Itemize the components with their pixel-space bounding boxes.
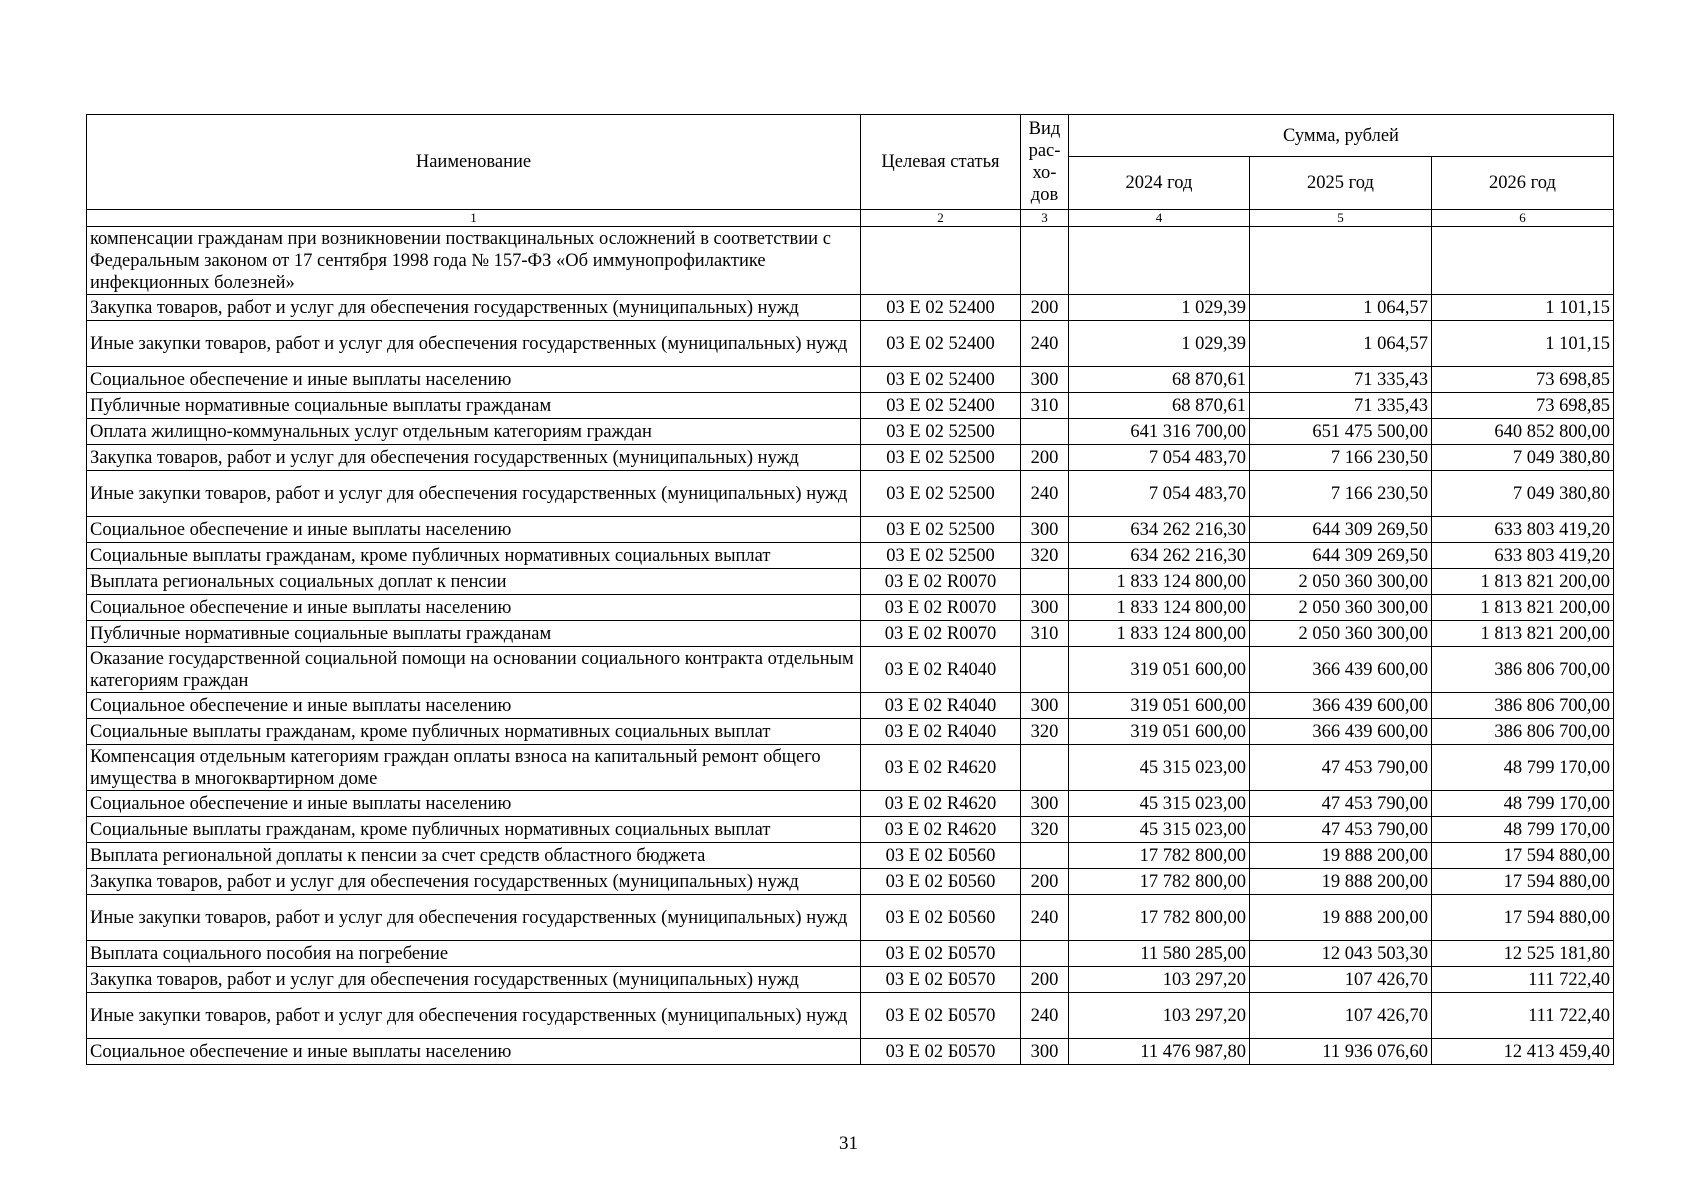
table-row [87, 647, 1614, 693]
table-row [87, 471, 1614, 517]
row-expense-type-cell: 200 [1021, 967, 1069, 993]
row-target-article-cell: 03 Е 02 52400 [861, 295, 1021, 321]
row-amount-2026-cell: 1 813 821 200,00 [1432, 569, 1614, 595]
column-number: 4 [1069, 210, 1250, 227]
row-amount-2025-cell: 1 064,57 [1250, 295, 1432, 321]
row-name-cell: Социальное обеспечение и иные выплаты населению [87, 595, 861, 621]
table-row [87, 895, 1614, 941]
row-amount-2024-cell: 103 297,20 [1069, 967, 1250, 993]
row-amount-2026-cell: 17 594 880,00 [1432, 895, 1614, 941]
row-target-article-cell: 03 Е 02 Б0560 [861, 869, 1021, 895]
row-name-cell: Социальное обеспечение и иные выплаты населению [87, 367, 861, 393]
row-target-article-cell: 03 Е 02 R4620 [861, 791, 1021, 817]
row-name-cell: Иные закупки товаров, работ и услуг для обеспечения государственных (муниципальных) нужд [87, 321, 861, 367]
row-target-article-cell: 03 Е 02 52500 [861, 419, 1021, 445]
row-amount-2025-cell: 107 426,70 [1250, 993, 1432, 1039]
row-target-article-cell: 03 Е 02 52400 [861, 321, 1021, 367]
row-amount-2024-cell: 1 029,39 [1069, 295, 1250, 321]
table-row [87, 719, 1614, 745]
row-amount-2025-cell: 19 888 200,00 [1250, 895, 1432, 941]
row-expense-type-cell [1021, 419, 1069, 445]
table-row [87, 621, 1614, 647]
row-name-cell: Закупка товаров, работ и услуг для обеспечения государственных (муниципальных) нужд [87, 967, 861, 993]
row-amount-2024-cell: 7 054 483,70 [1069, 445, 1250, 471]
table-row [87, 393, 1614, 419]
row-target-article-cell: 03 Е 02 R4620 [861, 817, 1021, 843]
row-name-cell: Иные закупки товаров, работ и услуг для обеспечения государственных (муниципальных) нужд [87, 471, 861, 517]
row-name-cell: Оказание государственной социальной помощи на основании социального контракта отдельным категориям граждан [87, 647, 861, 693]
row-name-cell: Выплата региональных социальных доплат к пенсии [87, 569, 861, 595]
row-amount-2024-cell: 641 316 700,00 [1069, 419, 1250, 445]
row-name-cell: Публичные нормативные социальные выплаты гражданам [87, 393, 861, 419]
header-year-2024: 2024 год [1069, 157, 1250, 210]
table-row [87, 419, 1614, 445]
header-target-article: Целевая статья [861, 115, 1021, 210]
row-amount-2025-cell: 366 439 600,00 [1250, 719, 1432, 745]
row-amount-2024-cell: 319 051 600,00 [1069, 693, 1250, 719]
row-amount-2024-cell: 634 262 216,30 [1069, 517, 1250, 543]
header-year-2025: 2025 год [1250, 157, 1432, 210]
table-row [87, 295, 1614, 321]
header-expense-type: Вид рас-хо-дов [1021, 115, 1069, 210]
row-amount-2024-cell: 1 833 124 800,00 [1069, 621, 1250, 647]
row-name-cell: Социальные выплаты гражданам, кроме публичных нормативных социальных выплат [87, 817, 861, 843]
header-name: Наименование [87, 115, 861, 210]
row-expense-type-cell [1021, 569, 1069, 595]
row-amount-2024-cell: 103 297,20 [1069, 993, 1250, 1039]
row-name-cell: Социальное обеспечение и иные выплаты населению [87, 693, 861, 719]
row-target-article-cell: 03 Е 02 Б0560 [861, 895, 1021, 941]
row-expense-type-cell: 300 [1021, 595, 1069, 621]
row-amount-2025-cell: 19 888 200,00 [1250, 869, 1432, 895]
row-expense-type-cell: 320 [1021, 543, 1069, 569]
row-expense-type-cell: 320 [1021, 719, 1069, 745]
row-amount-2024-cell: 17 782 800,00 [1069, 895, 1250, 941]
table-row [87, 869, 1614, 895]
row-amount-2025-cell: 47 453 790,00 [1250, 791, 1432, 817]
table-row [87, 445, 1614, 471]
row-name-cell: Социальное обеспечение и иные выплаты населению [87, 517, 861, 543]
row-amount-2026-cell: 48 799 170,00 [1432, 791, 1614, 817]
row-name-cell: Социальные выплаты гражданам, кроме публичных нормативных социальных выплат [87, 719, 861, 745]
row-expense-type-cell: 310 [1021, 621, 1069, 647]
row-expense-type-cell: 200 [1021, 445, 1069, 471]
row-amount-2026-cell: 73 698,85 [1432, 367, 1614, 393]
row-amount-2026-cell: 386 806 700,00 [1432, 647, 1614, 693]
table-row [87, 993, 1614, 1039]
row-target-article-cell: 03 Е 02 R4040 [861, 693, 1021, 719]
row-name-cell: Иные закупки товаров, работ и услуг для обеспечения государственных (муниципальных) нужд [87, 993, 861, 1039]
row-amount-2024-cell: 634 262 216,30 [1069, 543, 1250, 569]
table-row [87, 967, 1614, 993]
row-amount-2025-cell: 19 888 200,00 [1250, 843, 1432, 869]
row-amount-2026-cell: 12 525 181,80 [1432, 941, 1614, 967]
row-expense-type-cell: 300 [1021, 1039, 1069, 1065]
row-target-article-cell: 03 Е 02 Б0570 [861, 1039, 1021, 1065]
row-amount-2025-cell: 11 936 076,60 [1250, 1039, 1432, 1065]
row-amount-2026-cell: 12 413 459,40 [1432, 1039, 1614, 1065]
row-amount-2025-cell: 366 439 600,00 [1250, 693, 1432, 719]
row-target-article-cell: 03 Е 02 R0070 [861, 621, 1021, 647]
row-target-article-cell: 03 Е 02 Б0570 [861, 967, 1021, 993]
row-expense-type-cell: 320 [1021, 817, 1069, 843]
table-row [87, 817, 1614, 843]
row-amount-2026-cell: 48 799 170,00 [1432, 745, 1614, 791]
row-amount-2024-cell: 7 054 483,70 [1069, 471, 1250, 517]
table-row [87, 367, 1614, 393]
row-amount-2024-cell: 17 782 800,00 [1069, 843, 1250, 869]
row-amount-2025-cell: 12 043 503,30 [1250, 941, 1432, 967]
row-name-cell: Социальные выплаты гражданам, кроме публичных нормативных социальных выплат [87, 543, 861, 569]
row-amount-2026-cell: 1 813 821 200,00 [1432, 595, 1614, 621]
row-amount-2026-cell: 17 594 880,00 [1432, 843, 1614, 869]
row-target-article-cell: 03 Е 02 R0070 [861, 595, 1021, 621]
row-name-cell: Публичные нормативные социальные выплаты гражданам [87, 621, 861, 647]
row-target-article-cell: 03 Е 02 R4040 [861, 647, 1021, 693]
row-amount-2025-cell: 47 453 790,00 [1250, 745, 1432, 791]
row-amount-2025-cell: 1 064,57 [1250, 321, 1432, 367]
table-header [87, 115, 1614, 227]
row-target-article-cell: 03 Е 02 52500 [861, 543, 1021, 569]
column-number: 2 [861, 210, 1021, 227]
row-target-article-cell: 03 Е 02 52400 [861, 367, 1021, 393]
row-expense-type-cell: 300 [1021, 367, 1069, 393]
table-row [87, 843, 1614, 869]
row-amount-2024-cell: 45 315 023,00 [1069, 817, 1250, 843]
row-amount-2026-cell: 111 722,40 [1432, 967, 1614, 993]
row-target-article-cell: 03 Е 02 52500 [861, 471, 1021, 517]
column-number: 1 [87, 210, 861, 227]
row-amount-2024-cell: 1 029,39 [1069, 321, 1250, 367]
row-amount-2026-cell: 633 803 419,20 [1432, 543, 1614, 569]
row-amount-2025-cell: 71 335,43 [1250, 367, 1432, 393]
row-expense-type-cell: 240 [1021, 895, 1069, 941]
row-amount-2026-cell: 7 049 380,80 [1432, 471, 1614, 517]
row-expense-type-cell [1021, 647, 1069, 693]
row-amount-2025-cell: 651 475 500,00 [1250, 419, 1432, 445]
row-name-cell: Социальное обеспечение и иные выплаты населению [87, 1039, 861, 1065]
row-amount-2024-cell: 1 833 124 800,00 [1069, 595, 1250, 621]
table-row [87, 1039, 1614, 1065]
row-target-article-cell: 03 Е 02 Б0570 [861, 941, 1021, 967]
row-name-cell: Социальное обеспечение и иные выплаты населению [87, 791, 861, 817]
table-row [87, 569, 1614, 595]
row-amount-2026-cell: 73 698,85 [1432, 393, 1614, 419]
row-amount-2024-cell: 68 870,61 [1069, 393, 1250, 419]
row-expense-type-cell [1021, 745, 1069, 791]
row-amount-2024-cell: 68 870,61 [1069, 367, 1250, 393]
row-amount-2026-cell: 1 101,15 [1432, 321, 1614, 367]
table-row [87, 941, 1614, 967]
row-amount-2025-cell [1250, 227, 1432, 295]
row-target-article-cell: 03 Е 02 52500 [861, 445, 1021, 471]
table-row [87, 543, 1614, 569]
row-amount-2026-cell [1432, 227, 1614, 295]
row-amount-2026-cell: 386 806 700,00 [1432, 693, 1614, 719]
column-numbers-row [87, 210, 1614, 227]
row-amount-2024-cell: 11 476 987,80 [1069, 1039, 1250, 1065]
row-amount-2025-cell: 644 309 269,50 [1250, 517, 1432, 543]
row-name-cell: компенсации гражданам при возникновении поствакцинальных осложнений в соответствии с Федеральным законом от 17 сентября 1998 года № 157-ФЗ «Об иммунопрофилактике инфекционных болезней» [87, 227, 861, 295]
row-amount-2025-cell: 47 453 790,00 [1250, 817, 1432, 843]
row-amount-2024-cell: 17 782 800,00 [1069, 869, 1250, 895]
table-row [87, 693, 1614, 719]
row-amount-2024-cell: 45 315 023,00 [1069, 791, 1250, 817]
table-row [87, 517, 1614, 543]
row-target-article-cell: 03 Е 02 Б0560 [861, 843, 1021, 869]
row-target-article-cell: 03 Е 02 R4040 [861, 719, 1021, 745]
row-amount-2025-cell: 2 050 360 300,00 [1250, 621, 1432, 647]
row-target-article-cell: 03 Е 02 Б0570 [861, 993, 1021, 1039]
row-name-cell: Закупка товаров, работ и услуг для обеспечения государственных (муниципальных) нужд [87, 869, 861, 895]
row-amount-2025-cell: 644 309 269,50 [1250, 543, 1432, 569]
row-expense-type-cell: 240 [1021, 993, 1069, 1039]
row-amount-2025-cell: 366 439 600,00 [1250, 647, 1432, 693]
row-expense-type-cell: 240 [1021, 471, 1069, 517]
row-amount-2025-cell: 71 335,43 [1250, 393, 1432, 419]
table-row [87, 791, 1614, 817]
page-number: 31 [839, 1133, 858, 1154]
table-row [87, 321, 1614, 367]
row-amount-2024-cell: 11 580 285,00 [1069, 941, 1250, 967]
row-amount-2025-cell: 7 166 230,50 [1250, 471, 1432, 517]
row-amount-2026-cell: 1 813 821 200,00 [1432, 621, 1614, 647]
header-sum: Сумма, рублей [1069, 115, 1614, 157]
row-amount-2026-cell: 633 803 419,20 [1432, 517, 1614, 543]
budget-table [86, 114, 1614, 1065]
row-expense-type-cell: 240 [1021, 321, 1069, 367]
row-amount-2024-cell: 319 051 600,00 [1069, 719, 1250, 745]
row-amount-2025-cell: 2 050 360 300,00 [1250, 595, 1432, 621]
row-target-article-cell: 03 Е 02 R0070 [861, 569, 1021, 595]
row-amount-2024-cell: 45 315 023,00 [1069, 745, 1250, 791]
row-amount-2025-cell: 2 050 360 300,00 [1250, 569, 1432, 595]
row-expense-type-cell [1021, 843, 1069, 869]
row-amount-2026-cell: 7 049 380,80 [1432, 445, 1614, 471]
row-amount-2024-cell: 1 833 124 800,00 [1069, 569, 1250, 595]
row-name-cell: Выплата социального пособия на погребение [87, 941, 861, 967]
row-amount-2024-cell: 319 051 600,00 [1069, 647, 1250, 693]
row-amount-2026-cell: 48 799 170,00 [1432, 817, 1614, 843]
row-expense-type-cell [1021, 941, 1069, 967]
row-name-cell: Оплата жилищно-коммунальных услуг отдельным категориям граждан [87, 419, 861, 445]
row-expense-type-cell: 300 [1021, 791, 1069, 817]
column-number: 5 [1250, 210, 1432, 227]
row-amount-2026-cell: 386 806 700,00 [1432, 719, 1614, 745]
row-expense-type-cell: 200 [1021, 869, 1069, 895]
row-amount-2025-cell: 7 166 230,50 [1250, 445, 1432, 471]
row-name-cell: Закупка товаров, работ и услуг для обеспечения государственных (муниципальных) нужд [87, 445, 861, 471]
row-name-cell: Иные закупки товаров, работ и услуг для обеспечения государственных (муниципальных) нужд [87, 895, 861, 941]
row-amount-2026-cell: 1 101,15 [1432, 295, 1614, 321]
row-amount-2025-cell: 107 426,70 [1250, 967, 1432, 993]
row-amount-2026-cell: 640 852 800,00 [1432, 419, 1614, 445]
row-target-article-cell: 03 Е 02 52400 [861, 393, 1021, 419]
row-expense-type-cell: 310 [1021, 393, 1069, 419]
table-row [87, 745, 1614, 791]
row-expense-type-cell: 200 [1021, 295, 1069, 321]
header-year-2026: 2026 год [1432, 157, 1614, 210]
row-target-article-cell [861, 227, 1021, 295]
row-name-cell: Выплата региональной доплаты к пенсии за счет средств областного бюджета [87, 843, 861, 869]
column-number: 3 [1021, 210, 1069, 227]
row-expense-type-cell [1021, 227, 1069, 295]
row-amount-2024-cell [1069, 227, 1250, 295]
row-name-cell: Закупка товаров, работ и услуг для обеспечения государственных (муниципальных) нужд [87, 295, 861, 321]
row-amount-2026-cell: 111 722,40 [1432, 993, 1614, 1039]
row-name-cell: Компенсация отдельным категориям граждан оплаты взноса на капитальный ремонт общего имущества в многоквартирном доме [87, 745, 861, 791]
table-row [87, 227, 1614, 295]
table-row [87, 595, 1614, 621]
column-number: 6 [1432, 210, 1614, 227]
row-target-article-cell: 03 Е 02 R4620 [861, 745, 1021, 791]
row-target-article-cell: 03 Е 02 52500 [861, 517, 1021, 543]
row-amount-2026-cell: 17 594 880,00 [1432, 869, 1614, 895]
table-body [87, 227, 1614, 1065]
row-expense-type-cell: 300 [1021, 693, 1069, 719]
row-expense-type-cell: 300 [1021, 517, 1069, 543]
